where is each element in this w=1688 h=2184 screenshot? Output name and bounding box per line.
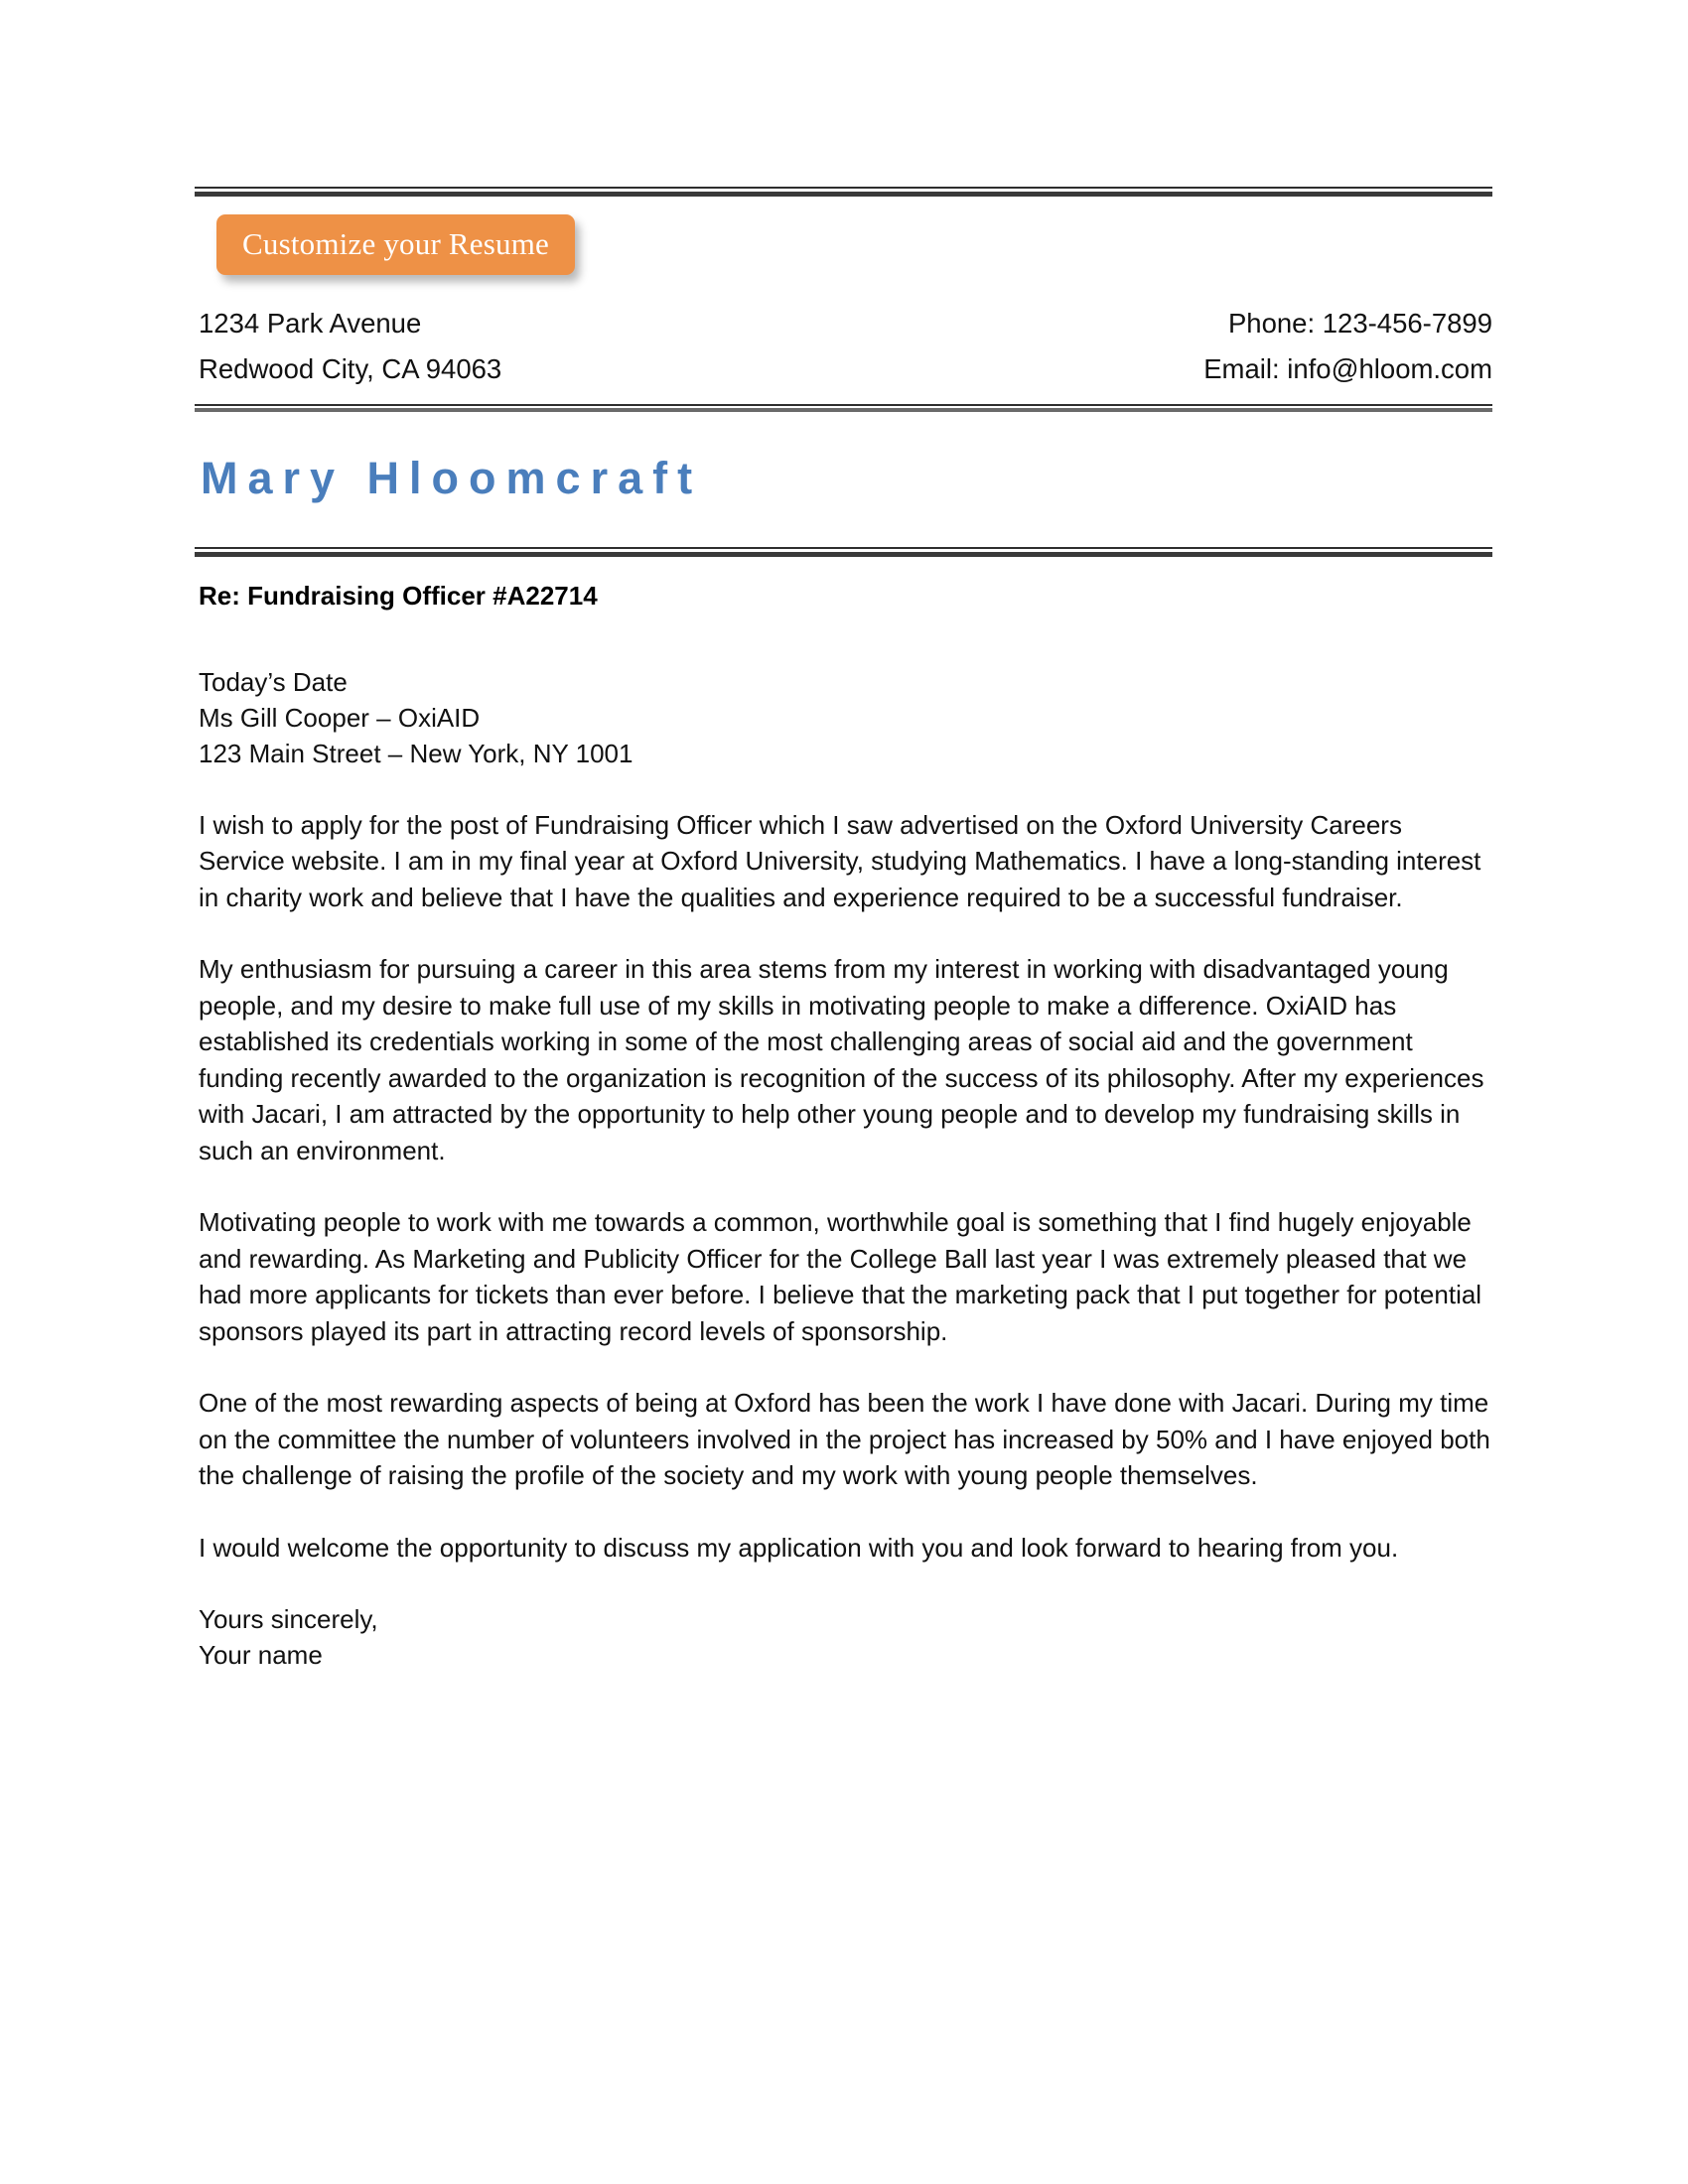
body-paragraph-5: I would welcome the opportunity to discuss my application with you and look forward to hearing from you. (199, 1532, 1399, 1563)
letter-date: Today’s Date (199, 666, 348, 697)
body-paragraph-3: Motivating people to work with me towards a common, worthwhile goal is something that I find hugely enjoyable and rewarding. As Marketing and Publicity Officer for the College Ball last year I was extremely pleased that we had more applicants for tickets than ever before. I believe that the marketing pack that I put together for potential sponsors played its part in attracting record levels of sponsorship. (199, 1207, 1482, 1346)
sender-name-heading: Mary Hloomcraft (201, 453, 703, 503)
sender-email: Email: info@hloom.com (1203, 353, 1492, 384)
sender-address-row-2 (199, 346, 1492, 392)
sender-phone: Phone: 123-456-7899 (1227, 308, 1492, 339)
signoff-block (199, 1601, 1492, 1673)
valediction: Yours sincerely, (199, 1604, 378, 1634)
top-divider-rule (195, 187, 1492, 197)
letter-body (195, 664, 1492, 1674)
sender-address-row-1 (199, 301, 1492, 346)
signature-name: Your name (199, 1640, 323, 1670)
customize-resume-container (195, 214, 1492, 275)
sender-city-state-zip: Redwood City, CA 94063 (199, 353, 502, 384)
recipient-address: 123 Main Street – New York, NY 1001 (199, 738, 633, 768)
letter-content-column (195, 0, 1492, 1673)
subject-line: Re: Fundraising Officer #A22714 (199, 580, 598, 611)
body-paragraph-4: One of the most rewarding aspects of being at Oxford has been the work I have done with Jacari. During my time on the committee the number of volunteers involved in the project has increased by 50% and I have enjoyed both the challenge of raising the profile of the society and my work with young people themselves. (199, 1388, 1490, 1490)
customize-resume-button[interactable]: Customize your Resume (216, 214, 575, 275)
addressee-block (199, 664, 1492, 771)
body-paragraph-1: I wish to apply for the post of Fundraising Officer which I saw advertised on the Oxford University Careers Service website. I am in my final year at Oxford University, studying Mathematics. I have a long-standing interest in charity work and believe that I have the qualities and experience required to be a successful fundraiser. (199, 809, 1481, 912)
body-paragraph-2: My enthusiasm for pursuing a career in this area stems from my interest in working with disadvantaged young people, and my desire to make full use of my skills in motivating people to make a difference. OxiAID has established its credentials working in some of the most challenging areas of social aid and the government funding recently awarded to the organization is recognition of the success of its philosophy. After my experiences with Jacari, I am attracted by the opportunity to help other young people and to develop my fundraising skills in such an environment. (199, 954, 1484, 1165)
address-divider-rule (195, 404, 1492, 414)
sender-address-block (195, 301, 1492, 392)
name-divider-rule (195, 547, 1492, 557)
recipient-name: Ms Gill Cooper – OxiAID (199, 702, 481, 733)
sender-street-address: 1234 Park Avenue (199, 308, 422, 339)
